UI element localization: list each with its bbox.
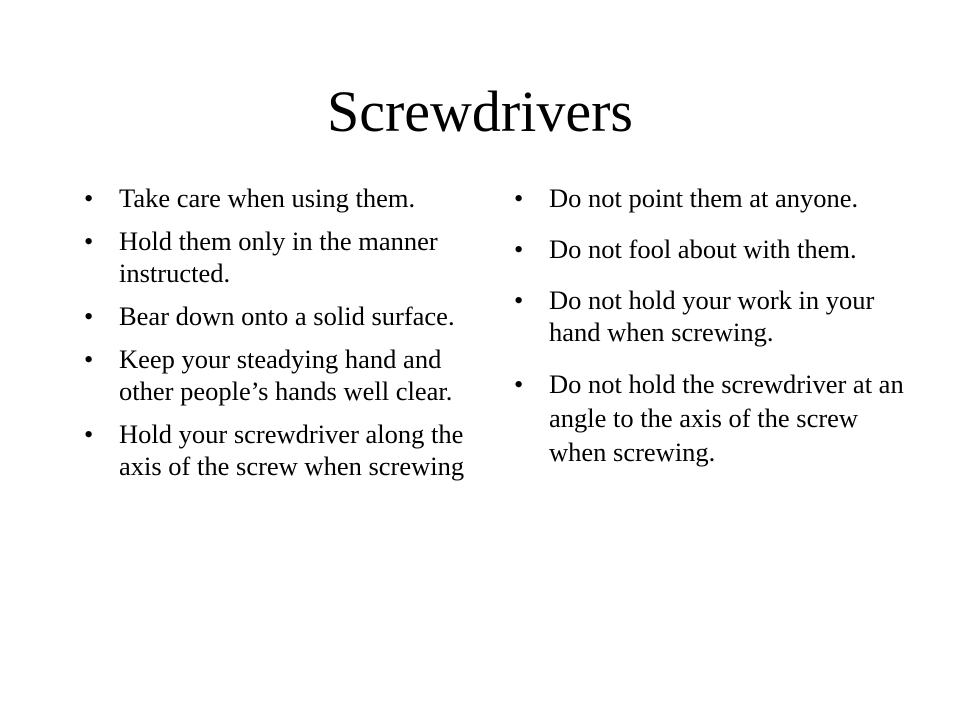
list-item [514,367,914,469]
list-item-text: Hold them only in the manner instructed. [119,226,438,288]
list-item-text: Hold your screwdriver along the axis of the screw when screwing [119,419,465,481]
list-item-text: Bear down onto a solid surface. [119,301,455,331]
bullet-icon: • [514,234,524,264]
list-item [514,284,914,348]
list-item [84,418,496,482]
list-item [84,343,496,407]
left-bullet-list [84,182,496,493]
list-item-text: Keep your steadying hand and other people’s hands well clear. [119,344,453,406]
slide-title: Screwdrivers [326,79,633,144]
list-item-text: Take care when using them. [119,183,416,213]
bullet-icon: • [84,419,94,449]
list-item [84,182,496,214]
list-item [84,300,496,332]
list-item [514,182,914,214]
bullet-icon: • [514,183,524,213]
right-bullet-list [514,182,914,488]
list-item [514,233,914,265]
list-item-text: Do not point them at anyone. [549,183,859,213]
bullet-icon: • [514,285,524,315]
bullet-icon: • [84,301,94,331]
bullet-icon: • [514,369,524,399]
bullet-icon: • [84,344,94,374]
list-item-text: Do not hold your work in your hand when screwing. [549,285,875,347]
bullet-icon: • [84,226,94,256]
list-item [84,225,496,289]
bullet-icon: • [84,183,94,213]
list-item-text: Do not hold the screwdriver at an angle to the axis of the screw when screwing. [549,369,904,467]
list-item-text: Do not fool about with them. [549,234,857,264]
